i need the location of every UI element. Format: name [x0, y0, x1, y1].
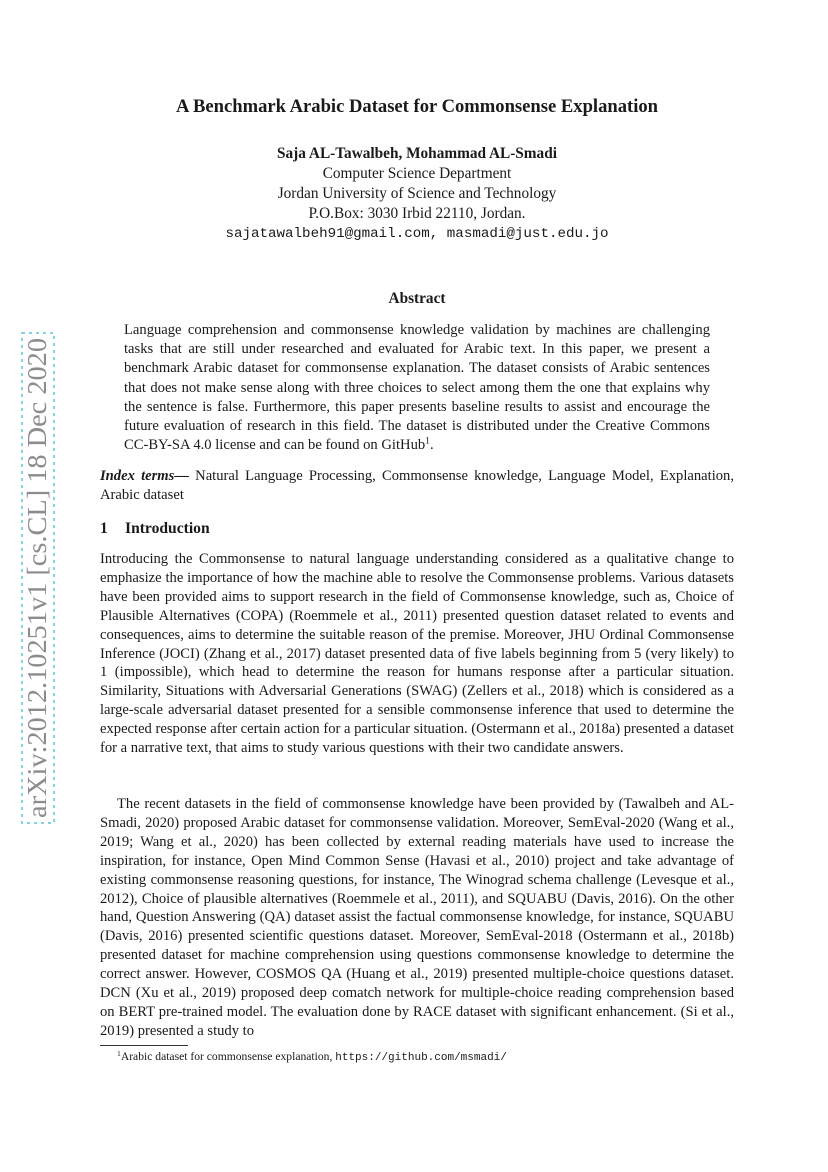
- abstract-end: .: [429, 437, 434, 454]
- footnote-text: Arabic dataset for commonsense explanation,: [120, 1050, 336, 1063]
- arxiv-identifier-stamp: [20, 332, 56, 824]
- section-title: Introduction: [125, 520, 210, 537]
- author-block: [100, 144, 734, 244]
- arxiv-stamp-text: arXiv:2012.10251v1 [cs.CL] 18 Dec 2020: [22, 360, 52, 818]
- abstract-footnote-mark: 1: [425, 435, 430, 447]
- index-terms-text: Natural Language Processing, Commonsense knowledge, Language Model, Explanation, Arabic dataset: [100, 468, 734, 504]
- index-terms: [100, 467, 734, 505]
- intro-paragraph-1: Introducing the Commonsense to natural language understanding considered as a qualitative change to emphasize the importance of how the machine able to resolve the Commonsense problems. Various datasets have been provided aims to support research in the field of Commonsense knowledge, such as, Choice of Plausible Alternatives (COPA) (Roemmele et al., 2011) presented question dataset related to events and consequences, aims to determine the suitable reason of the premise. Moreover, JHU Ordinal Commonsense Inference (JOCI) (Zhang et al., 2017) dataset presented data of five labels beginning from 5 (very likely) to 1 (impossible), which head to determine the reason for humans response after a particular situation. Similarity, Situations with Adversarial Generations (SWAG) (Zellers et al., 2018) which is considered as a large-scale adversarial dataset presented for a sensible commonsense inference that used to determine the expected response after certain action for a particular situation. (Ostermann et al., 2018a) presented a dataset for a narrative text, that aims to study various questions with their two candidate answers.: [100, 551, 734, 757]
- author-department: Computer Science Department: [322, 165, 512, 182]
- section-heading-introduction: [100, 519, 734, 539]
- author-university: Jordan University of Science and Technology: [277, 185, 557, 202]
- section-number: 1: [100, 520, 108, 537]
- author-emails: sajatawalbeh91@gmail.com, masmadi@just.edu.jo: [225, 226, 609, 242]
- arxiv-stamp-svg: [20, 332, 56, 824]
- author-names: Saja AL-Tawalbeh, Mohammad AL-Smadi: [277, 145, 557, 162]
- footnote: [117, 1049, 717, 1066]
- footnote-mark: 1: [117, 1048, 121, 1058]
- author-address: P.O.Box: 3030 Irbid 22110, Jordan.: [308, 205, 526, 222]
- footnote-rule: [100, 1045, 188, 1046]
- footnote-url: https://github.com/msmadi/: [335, 1052, 507, 1064]
- abstract-body: [124, 321, 710, 455]
- intro-paragraph-2: The recent datasets in the field of commonsense knowledge have been provided by (Tawalbeh and AL-Smadi, 2020) proposed Arabic dataset for commonsense validation. Moreover, SemEval-2020 (Wang et al., 2019; Wang et al., 2020) has been collected by external reading materials have used to increase the inspiration, for instance, Open Mind Common Sense (Havasi et al., 2010) project and take advantage of existing commonsense reasoning questions, for instance, The Winograd schema challenge (Levesque et al., 2012), Choice of plausible alternatives (Roemmele et al., 2011), and SQUABU (Davis, 2016). On the other hand, Question Answering (QA) dataset assist the factual commonsense knowledge, for instance, SQUABU (Davis, 2016) presented scientific questions dataset. Moreover, SemEval-2018 (Ostermann et al., 2018b) presented dataset for machine comprehension using questions commonsense knowledge to determine the correct answer. However, COSMOS QA (Huang et al., 2019) presented multiple-choice questions dataset. DCN (Xu et al., 2019) proposed deep comatch network for multiple-choice reading comprehension based on BERT pre-trained model. The evaluation done by RACE dataset with significant enhancement. (Si et al., 2019) presented a study to: [100, 796, 734, 1039]
- abstract-text: Language comprehension and commonsense knowledge validation by machines are challenging tasks that are still under researched and evaluated for Arabic text. In this paper, we present a benchmark Arabic dataset for commonsense explanation. The dataset consists of Arabic sentences that does not make sense along with three choices to select among them the one that explains why the sentence is false. Furthermore, this paper presents baseline results to assist and encourage the future evaluation of research in this field. The dataset is distributed under the Creative Commons CC-BY-SA 4.0 license and can be found on GitHub: [124, 322, 710, 454]
- abstract-heading: Abstract: [388, 290, 446, 307]
- paper-title: A Benchmark Arabic Dataset for Commonsense Explanation: [175, 96, 659, 117]
- index-terms-label: Index terms—: [100, 468, 189, 484]
